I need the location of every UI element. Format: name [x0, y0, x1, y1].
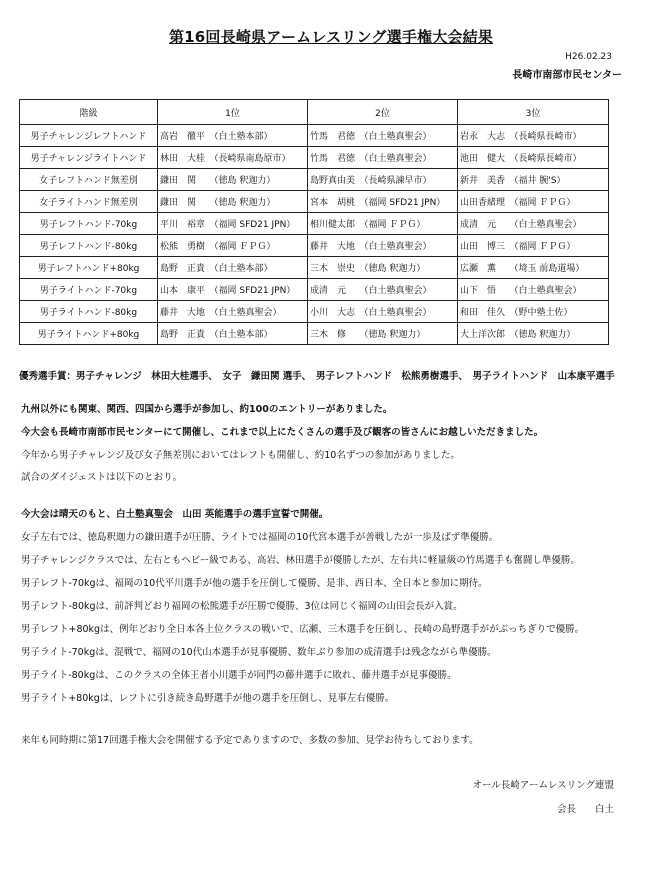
class-cell: 男子チャレンジレフトハンド: [20, 125, 158, 147]
first-place-cell: 高岩 徹平 （白土塾本部）: [158, 125, 308, 147]
president-signature: 会長 白土: [556, 804, 614, 815]
second-place-cell: 竹馬 君徳 （白土塾真聖会）: [308, 147, 458, 169]
intro-paragraph: 今年から男子チャレンジ及び女子無差別においてはレフトも開催し、約10名ずつの参加がありました。: [21, 450, 460, 461]
third-place-cell: 池田 健大 （長崎県長崎市）: [458, 147, 609, 169]
table-row: [20, 323, 609, 345]
first-place-cell: 鎌田 関 （徳島 釈迦力）: [158, 191, 308, 213]
class-cell: 女子レフトハンド無差別: [20, 169, 158, 191]
first-place-cell: 藤井 大地 （白土塾真聖会）: [158, 301, 308, 323]
second-place-cell: 三木 修 （徳島 釈迦力）: [308, 323, 458, 345]
third-place-cell: 山田 博三 （福岡 ＦＰＧ）: [458, 235, 609, 257]
digest-line: 男子チャレンジクラスでは、左右ともヘビー級である、高岩、林田選手が優勝したが、左右共に軽量級の竹馬選手も奮闘し準優勝。: [21, 555, 580, 566]
second-place-cell: 成清 元 （白土塾真聖会）: [308, 279, 458, 301]
header-third: 3位: [458, 100, 609, 125]
digest-line: 男子ライト-80kgは、このクラスの全体王者小川選手が同門の藤井選手に敗れ、藤井選手が見事優勝。: [21, 670, 457, 681]
third-place-cell: 山田香緒理 （福岡 ＦＰＧ）: [458, 191, 609, 213]
table-header-row: [20, 100, 609, 125]
digest-line: 男子レフト-70kgは、福岡の10代平川選手が他の選手を圧倒して優勝、是非、西日本、全日本と参加に期待。: [21, 578, 488, 589]
digest-line: 男子レフト-80kgは、前評判どおり福岡の松熊選手が圧勝で優勝、3位は同じく福岡の山田会長が入賞。: [21, 601, 463, 612]
closing-paragraph: 来年も同時期に第17回選手権大会を開催する予定でありますので、多数の参加、見学お待ちしております。: [21, 735, 479, 746]
class-cell: 男子チャレンジライトハンド: [20, 147, 158, 169]
organization-name: オール長崎アームレスリング連盟: [472, 780, 614, 791]
header-class: 階級: [20, 100, 158, 125]
intro-paragraph: 試合のダイジェストは以下のとおり。: [21, 472, 183, 483]
first-place-cell: 山本 康平 （福岡 SFD21 JPN）: [158, 279, 308, 301]
class-cell: 男子ライトハンド+80kg: [20, 323, 158, 345]
page-title: 第16回長崎県アームレスリング選手権大会結果: [168, 28, 494, 46]
third-place-cell: 広瀬 薫 （埼玉 前島道場）: [458, 257, 609, 279]
table-row: [20, 257, 609, 279]
table-row: [20, 125, 609, 147]
class-cell: 女子ライトハンド無差別: [20, 191, 158, 213]
digest-line: 男子ライト+80kgは、レフトに引き続き島野選手が他の選手を圧倒し、見事左右優勝。: [21, 693, 395, 704]
table-row: [20, 279, 609, 301]
table-row: [20, 191, 609, 213]
first-place-cell: 松熊 勇樹 （福岡 ＦＰＧ）: [158, 235, 308, 257]
third-place-cell: 和田 佳久 （野中塾土佐）: [458, 301, 609, 323]
table-row: [20, 235, 609, 257]
report-date: H26.02.23: [565, 52, 612, 62]
class-cell: 男子レフトハンド-80kg: [20, 235, 158, 257]
results-table: [19, 99, 609, 345]
digest-line: 女子左右では、徳島釈迦力の鎌田選手が圧勝、ライトでは福岡の10代宮本選手が善戦したが一歩及ばず準優勝。: [21, 532, 499, 543]
digest-line: 男子ライト-70kgは、混戦で、福岡の10代山本選手が見事優勝、数年ぶり参加の成清選手は残念ながら準優勝。: [21, 647, 497, 658]
intro-paragraph: 今大会も長崎市南部市民センターにて開催し、これまで以上にたくさんの選手及び観客の皆さんにお越しいただきました。: [21, 427, 544, 438]
intro-paragraph: 九州以外にも関東、関西、四国から選手が参加し、約100のエントリーがありました。: [21, 404, 393, 415]
first-place-cell: 島野 正貴 （白土塾本部）: [158, 257, 308, 279]
header-second: 2位: [308, 100, 458, 125]
class-cell: 男子ライトハンド-70kg: [20, 279, 158, 301]
second-place-cell: 島野真由美 （長崎県諫早市）: [308, 169, 458, 191]
venue-name: 長崎市南部市民センター: [512, 70, 622, 81]
third-place-cell: 岩永 大志 （長崎県長崎市）: [458, 125, 609, 147]
second-place-cell: 宮本 胡桃 （福岡 SFD21 JPN）: [308, 191, 458, 213]
third-place-cell: 大上洋次郎 （徳島 釈迦力）: [458, 323, 609, 345]
third-place-cell: 成清 元 （白土塾真聖会）: [458, 213, 609, 235]
third-place-cell: 新井 美香 （福井 腕'S）: [458, 169, 609, 191]
table-row: [20, 147, 609, 169]
second-place-cell: 藤井 大地 （白土塾真聖会）: [308, 235, 458, 257]
table-row: [20, 301, 609, 323]
first-place-cell: 平川 裕章 （福岡 SFD21 JPN）: [158, 213, 308, 235]
second-place-cell: 三木 崇史 （徳島 釈迦力）: [308, 257, 458, 279]
second-place-cell: 竹馬 君徳 （白土塾真聖会）: [308, 125, 458, 147]
digest-line: 今大会は晴天のもと、白土塾真聖会 山田 英能選手の選手宣誓で開催。: [21, 509, 329, 520]
first-place-cell: 鎌田 関 （徳島 釈迦力）: [158, 169, 308, 191]
class-cell: 男子ライトハンド-80kg: [20, 301, 158, 323]
second-place-cell: 相川健太郎 （福岡 ＦＰＧ）: [308, 213, 458, 235]
first-place-cell: 林田 大桂 （長崎県南島原市）: [158, 147, 308, 169]
first-place-cell: 島野 正貴 （白土塾本部）: [158, 323, 308, 345]
outstanding-player-award: 優秀選手賞：男子チャレンジ 林田大桂選手、 女子 鎌田関 選手、 男子レフトハンド 松熊勇樹選手、 男子ライトハンド 山本康平選手: [19, 371, 615, 382]
third-place-cell: 山下 悟 （白土塾真聖会）: [458, 279, 609, 301]
table-row: [20, 213, 609, 235]
table-row: [20, 169, 609, 191]
class-cell: 男子レフトハンド-70kg: [20, 213, 158, 235]
second-place-cell: 小川 大志 （白土塾真聖会）: [308, 301, 458, 323]
class-cell: 男子レフトハンド+80kg: [20, 257, 158, 279]
header-first: 1位: [158, 100, 308, 125]
digest-line: 男子レフト+80kgは、例年どおり全日本各上位クラスの戦いで、広瀬、三木選手を圧倒し、長崎の島野選手ががぶっちぎりで優勝。: [21, 624, 585, 635]
